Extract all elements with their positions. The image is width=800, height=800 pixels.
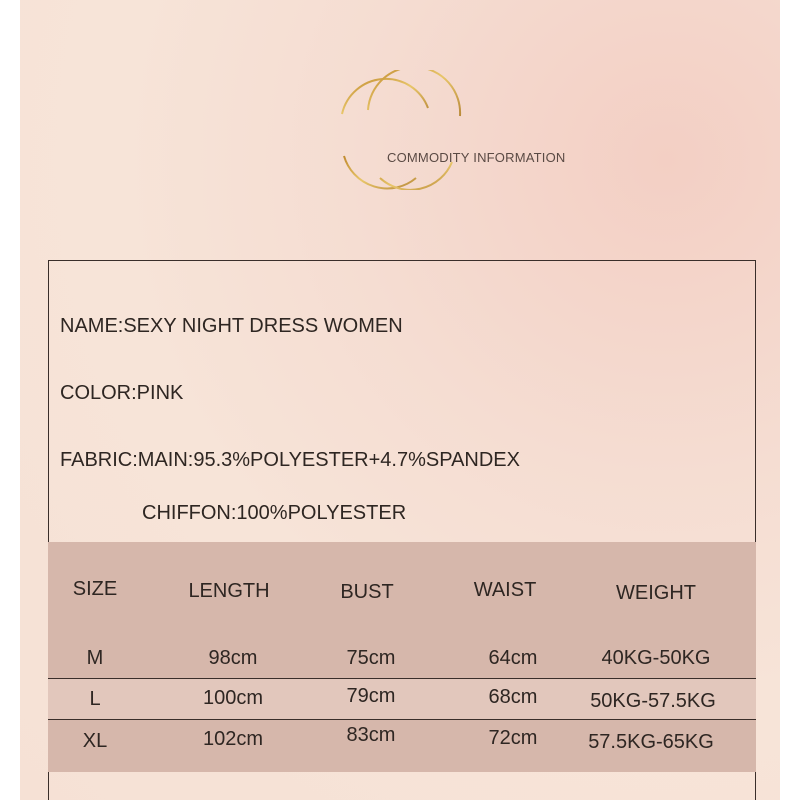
table-cell: 50KG-57.5KG	[590, 690, 716, 712]
table-cell: 72cm	[488, 727, 538, 749]
table-header-bust: BUST	[340, 581, 394, 603]
table-header-weight: WEIGHT	[616, 582, 696, 604]
table-cell: L	[89, 688, 101, 710]
table-cell: 102cm	[202, 728, 264, 750]
product-fabric-main: FABRIC:MAIN:95.3%POLYESTER+4.7%SPANDEX	[60, 449, 520, 471]
rings-logo-icon	[320, 70, 480, 190]
table-cell: 83cm	[346, 724, 396, 746]
table-header-waist: WAIST	[473, 579, 537, 601]
table-cell: 68cm	[488, 686, 538, 708]
table-cell: M	[86, 647, 104, 669]
table-cell: 64cm	[488, 647, 538, 669]
table-header-length: LENGTH	[188, 580, 270, 602]
table-cell: 75cm	[346, 647, 396, 669]
table-cell: 98cm	[208, 647, 258, 669]
table-cell: 57.5KG-65KG	[588, 731, 714, 753]
product-name: NAME:SEXY NIGHT DRESS WOMEN	[60, 315, 403, 337]
table-header-size: SIZE	[72, 578, 118, 600]
table-cell: 79cm	[346, 685, 396, 707]
table-cell: 40KG-50KG	[601, 647, 711, 669]
product-fabric-chiffon: CHIFFON:100%POLYESTER	[142, 502, 407, 524]
table-cell: 100cm	[202, 687, 264, 709]
product-color: COLOR:PINK	[60, 382, 184, 404]
section-title: COMMODITY INFORMATION	[387, 150, 566, 165]
table-cell: XL	[82, 730, 108, 752]
